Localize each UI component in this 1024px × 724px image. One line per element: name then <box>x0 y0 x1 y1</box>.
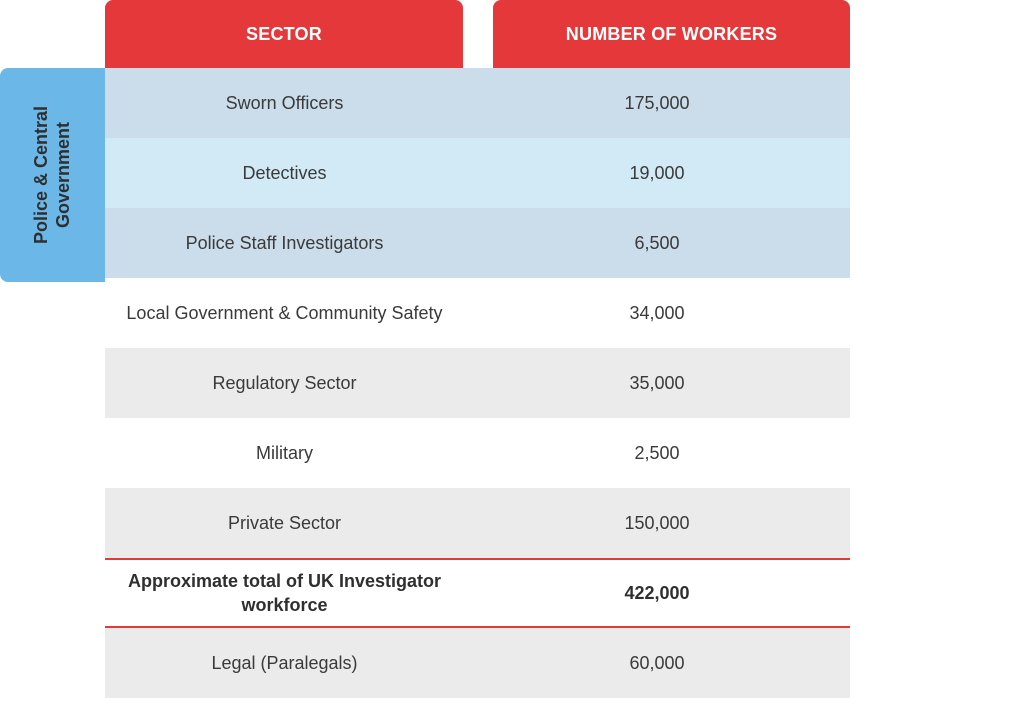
table-row <box>105 138 850 208</box>
total-label: Approximate total of UK Investigator workforce <box>127 571 442 615</box>
sector-cell: Military <box>256 442 313 463</box>
workforce-table <box>105 68 850 698</box>
workers-cell: 6,500 <box>634 232 680 253</box>
sector-cell: Police Staff Investigators <box>185 232 384 253</box>
total-value: 422,000 <box>624 583 690 603</box>
workers-cell: 60,000 <box>629 652 685 673</box>
sector-cell: Legal (Paralegals) <box>211 652 358 673</box>
workers-cell: 35,000 <box>629 372 685 393</box>
sector-cell: Local Government & Community Safety <box>126 302 443 323</box>
workers-cell: 2,500 <box>634 442 680 463</box>
table-row <box>105 418 850 488</box>
workers-cell: 150,000 <box>624 512 690 533</box>
sector-cell: Sworn Officers <box>225 92 344 113</box>
table-row <box>105 208 850 278</box>
workers-cell: 175,000 <box>624 92 690 113</box>
table-row <box>105 68 850 138</box>
sector-cell: Private Sector <box>227 512 342 533</box>
workers-cell: 34,000 <box>629 302 685 323</box>
workers-column-header: NUMBER OF WORKERS <box>493 0 850 68</box>
sector-cell: Detectives <box>242 162 327 183</box>
table-row <box>105 278 850 348</box>
table-row <box>105 488 850 558</box>
police-central-government-group-label <box>0 68 105 282</box>
group-label-text <box>31 106 75 244</box>
sector-column-header: SECTOR <box>105 0 463 68</box>
group-label-line2: Government <box>53 121 74 229</box>
workers-cell: 19,000 <box>629 162 685 183</box>
table-row <box>105 628 850 698</box>
sector-cell: Regulatory Sector <box>212 372 357 393</box>
table-row <box>105 348 850 418</box>
group-label-line1: Police & Central <box>31 105 52 245</box>
total-row <box>105 558 850 628</box>
